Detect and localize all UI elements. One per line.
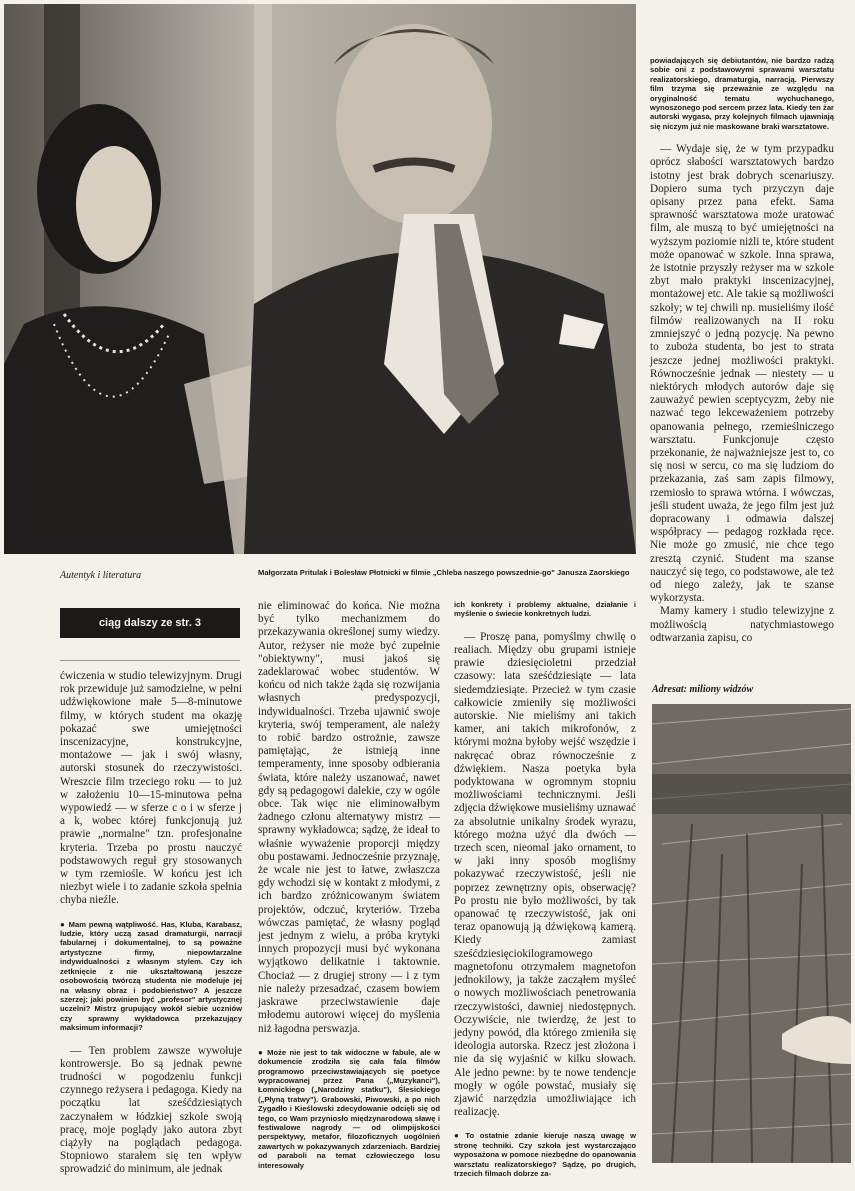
continued-tag: ciąg dalszy ze str. 3	[60, 608, 240, 638]
interview-question: ● Mam pewną wątpliwość. Has, Kluba, Karabasz, ludzie, który uczą zasad dramaturgii, narracji fabularnej i dokumentalnej, to są poważne artystyczne firmy, niepowtarzalne indywidualności z własnym stylem. Czy ich zetknięcie z nie ukształtowaną jeszcze osobowością twórczą studenta nie modeluje jej na własny obraz i podobieństwo? A jeszcze szerzej: jaki powinien być „profesor" artystycznej uczelni? Mistrz grupujący wokół siebie uczniów czy sprawny wykładowca przekazujący maksimum informacji?	[60, 919, 242, 1033]
article-column-right-top	[650, 56, 834, 662]
answer-paragraph: — Wydaje się, że w tym przypadku oprócz słabości warsztatowych bardzo istotny jest brak dobrych scenariuszy. Dopiero suma tych przyczyn daje opisany przez pana efekt. Sama sprawność warsztatowa może uratować film, ale muszą to być umiejętności na wyższym poziomie niżli te, które student może opanować w szkole. Inna sprawa, że istotnie przyszły reżyser ma w szkole zbyt mało praktyki inscenizacyjnej, montażowej etc. Ale takie są możliwości szkoły; w tej chwili np. musieliśmy ilość filmów realizowanych na II roku zmniejszyć o jedną pozycję. Na pewno to zuboża studenta, bo jest to strata jeszcze jednej możliwości praktyki. Równocześnie jednak — niestety — u niektórych młodych autorów daje się zauważyć pewien sceptycyzm, żeby nie nazwać tego lekceważeniem potrzeby opanowania pełnego, rzemieślniczego warsztatu. Funkcjonuje często przekonanie, że najważniejsze jest to, co się nosi w sercu, co ma się ludziom do przekazania, zaś sam zapis filmowy, rzemiosło to sprawa wtórna. I wówczas, jeśli student uważa, że jego film jest już dopracowany i odmawia dalszej współpracy — pedagog rozkłada ręce. Nie może go zmusić, nie chce tego zresztą czynić. Student ma szanse nauczyć się tego, co podstawowe, ale też od niego zależy, jak te szanse wykorzysta.	[650, 143, 834, 605]
film-still-photo	[4, 4, 636, 554]
article-column-1	[60, 670, 242, 1176]
grass-photo	[652, 704, 851, 1163]
answer-paragraph: — Proszę pana, pomyślmy chwilę o realiach. Między obu grupami istnieje prawie dziesięcioletni przedział czasowy: lata sześćdziesiąte — lata siedemdziesiąte. Przecież w tym czasie całkowicie zmieniły się możliwości autorskie. Nie mieliśmy ani takich kamer, ani takich mikrofonów, z którymi można byłoby wejść wszędzie i nakręcać obraz równocześnie z dźwiękiem. Nasza poetyka była podyktowana w ogromnym stopniu możliwościami technicznymi. Jeśli zdjęcia dźwiękowe musieliśmy uznawać za absolutnie unikalny środek wyrazu, którego można użyć dla dwóch — trzech scen, nieomal jako ornament, to w jaki inny sposób mogliśmy pokazywać rzeczywistość, jeśli nie poprzez zewnętrzny opis, obserwację? Po prostu nie było możliwości, by tak opanować tę rzeczywistość, jak oni teraz opanowują ją dźwiękową kamerą. Kiedy zamiast sześćdziesięciokilogramowego magnetofonu otrzymałem magnetofon jednokilowy, ja także zacząłem myśleć o nowych możliwościach penetrowania rzeczywistości, dawniej niedostępnych. Oczywiście, nie twierdzę, że jest to jedyny powód, dla którego zmieniła się ideologia autorska. Rzecz jest złożona i nie da się wyjaśnić w kilku słowach. Ale jedno pewne: by te nowe tendencje mogły w ogóle powstać, musiały się zjawić narzędzia umożliwiające ich realizację.	[454, 630, 636, 1119]
film-still-illustration	[4, 4, 636, 554]
interview-question: powiadających się debiutantów, nie bardzo radzą sobie oni z podstawowymi sprawami warsztatu realizatorskiego, dramaturgią, narracją. Pierwszy film trzyma się przeważnie ze względu na oryginalność tematu wychuchanego, wynoszonego pod sercem przez lata. Kiedy ten żar autorski wygasa, przy kolejnych filmach ujawniają się niczym już nie maskowane braki warsztatowe.	[650, 56, 834, 131]
interview-question: ● To ostatnie zdanie kieruje naszą uwagę w stronę techniki. Czy szkoła jest wystarczająco wyposażona w pomoce niezbędne do opanowania warsztatu realizatorskiego? Sądzę, po drugich, trzecich filmach dobrze za-	[454, 1131, 636, 1178]
photo-caption: Małgorzata Pritulak i Bolesław Płotnicki w filmie „Chleba naszego powszednie-go" Janusza Zaorskiego	[258, 568, 630, 577]
grass-illustration	[652, 704, 851, 1163]
column-rule	[60, 660, 240, 661]
body-paragraph: ćwiczenia w studio telewizyjnym. Drugi rok przewiduje już samodzielne, w pełni udźwiękowione małe 5—8-minutowe filmy, w których student ma okazję pokazać swe umiejętności inscenizacyjne, konstrukcyjne, montażowe — jak i swój własny, autorski stosunek do rzeczywistości. Wreszcie film trzeciego roku — to już w założeniu 10—15-minutowa pełna wypowiedź — w sferze c o i w sferze j a k, wobec której funkcjonują już prawie „normalne" tzn. profesjonalne kryteria. Trzeba po prostu nauczyć podstawowych reguł gry stosowanych w tym rzemiośle. W końcu jest ich niezbyt wiele i to zadanie szkoła spełnia chyba nieźle.	[60, 670, 242, 907]
article-column-2	[258, 600, 440, 1170]
section-label-left: Autentyk i literatura	[60, 570, 142, 581]
photo-caption-right: Adresat: miliony widzów	[652, 684, 754, 695]
body-paragraph: nie eliminować do końca. Nie można być tylko mechanizmem do przekazywania określonej sumy wiedzy. Autor, reżyser nie może być zupełnie "obiektywny", musi jakoś się zadeklarować wobec studentów. W końcu od nich także żąda się rozwijania własnych predyspozycji, indywidualności. Trzeba ujawnić swoje kryteria, swój temperament, ale należy to robić bardzo ostrożnie, zawsze pamiętając, że istnieją inne temperamenty, inne sposoby odbierania świata, które należy uszanować, nawet gdy są pedagogowi dalekie, czy w ogóle obce. Tak więc nie eliminowałbym żadnego członu alternatywy mistrz — sprawny wykładowca; sądzę, że ideał to właśnie wyważenie proporcji między obu postawami. Jednocześnie przyznaję, że wcale nie jest to łatwe, zwłaszcza gdy wchodzi się w kontakt z młodymi, z ich bardzo zróżnicowanym światem projektów, odczuć, kryteriów. Trzeba wówczas pamiętać, że własny pogląd jest jednym z wielu, a próba krytyki innych propozycji musi być wykonana wyjątkowo delikatnie i taktownie. Chociaż — z drugiej strony — i z tym nie należy przesadzać, czasem bowiem jaskrawe przeciwstawienie daje młodemu autorowi więcej do myślenia niż łagodna perswazja.	[258, 600, 440, 1035]
answer-paragraph: Mamy kamery i studio telewizyjne z możliwością natychmiastowego odtwarzania zapisu, co	[650, 605, 834, 644]
interview-question: ich konkrety i problemy aktualne, działanie i myślenie o świecie konkretnych ludzi.	[454, 600, 636, 619]
article-column-3	[454, 600, 636, 1178]
answer-paragraph: — Ten problem zawsze wywołuje kontrowersje. Bo są jednak pewne trudności w pogodzeniu funkcji czynnego reżysera i pedagoga. Kiedy na początku lat sześćdziesiątych zaczynałem w łódzkiej szkole swoją pracę, moje poglądy jako autora zbyt ciążyły na poglądach pedagoga. Stopniowo starałem się ten wpływ sprowadzić do minimum, ale jednak	[60, 1044, 242, 1176]
interview-question: ● Może nie jest to tak widoczne w fabule, ale w dokumencie zrodziła się cała fala filmów programowo przeciwstawiających się poetyce wypracowanej przez Pana („Muzykanci"), Łomnickiego („Narodziny statku"), Ślesickiego („Płyną tratwy"). Grabowski, Piwowski, a po nich Zygadło i Kieślowski zdecydowanie odcięli się od tego, co Wam przyniosło międzynarodową sławę i festiwalowe nagrody — od olimpijskości perspektywy, metafor, filozoficznych uogólnień zawartych w pokazywanych zdarzeniach. Bardziej od paraboli na temat człowieczego losu interesowały	[258, 1047, 440, 1170]
